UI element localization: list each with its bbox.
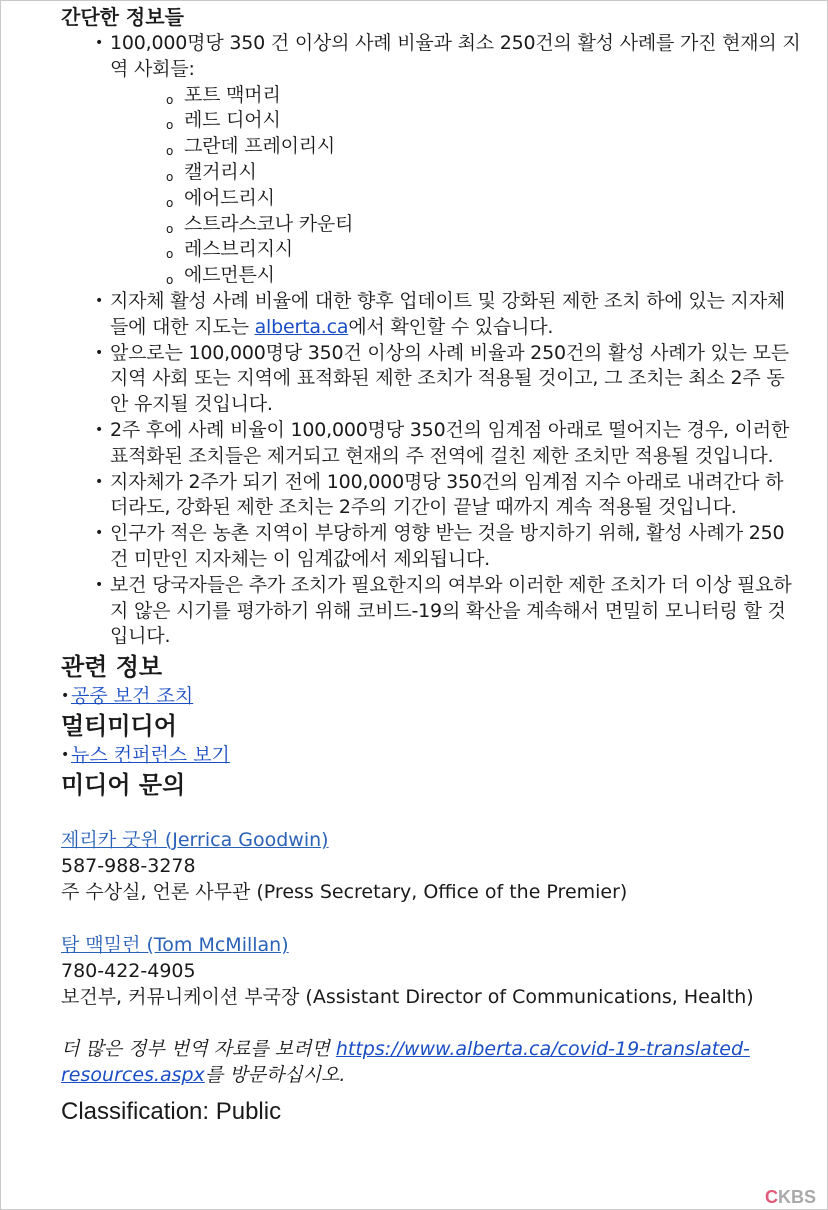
public-health-link[interactable]: 공중 보건 조치 <box>71 685 194 708</box>
translation-note <box>61 1036 801 1088</box>
spacer <box>61 905 801 932</box>
article-content <box>61 4 801 1126</box>
brief-heading: 간단한 정보들 <box>61 5 184 29</box>
contact-card <box>61 932 801 1010</box>
community-item: o 포트 맥머리 <box>166 83 801 109</box>
contact-title: 주 수상실, 언론 사무관 (Press Secretary, Office of the Premier) <box>61 881 628 904</box>
contact-phone: 587-988-3278 <box>61 855 196 878</box>
list-item <box>95 31 801 289</box>
kbs-watermark-logo <box>765 1187 816 1208</box>
community-item: o 스트라스코나 카운티 <box>166 212 801 238</box>
community-item: o 에어드리시 <box>166 186 801 212</box>
contact-name-link[interactable]: 탐 맥밀런 (Tom McMillan) <box>61 934 289 957</box>
classification-label: Classification: Public <box>61 1098 282 1126</box>
alberta-link[interactable]: alberta.ca <box>254 315 349 338</box>
list-item: • 인구가 적은 농촌 지역이 부당하게 영향 받는 것을 방지하기 위해, 활성 사례가 250건 미만인 지자체는 이 임계값에서 제외됩니다. <box>95 521 801 573</box>
contact-title: 보건부, 커뮤니케이션 부국장 (Assistant Director of Communications, Health) <box>61 986 754 1009</box>
contact-phone: 780-422-4905 <box>61 960 196 983</box>
community-item: o 그란데 프레이리시 <box>166 134 801 160</box>
related-item <box>61 682 801 711</box>
note-text: 더 많은 정부 번역 자료를 보려면 <box>61 1038 336 1061</box>
bullet-text: 에서 확인할 수 있습니다. <box>348 315 554 338</box>
translation-resources-link[interactable]: https://www.alberta.ca/covid-19-translated-resources.aspx <box>61 1038 750 1087</box>
bullet-text: 지자체 활성 사례 비율에 대한 향후 업데이트 및 강화된 제한 조치 하에 있는 지자체들에 대한 지도는 <box>110 289 785 338</box>
contact-card <box>61 827 801 905</box>
multimedia-heading: 멀티미디어 <box>61 712 177 741</box>
list-item: • 2주 후에 사례 비율이 100,000명당 350건의 임계점 아래로 떨어지는 경우, 이러한 표적화된 조치들은 제거되고 현재의 주 전역에 걸친 제한 조치만 적용될 것입니다. <box>95 418 801 470</box>
list-item: • 지자체가 2주가 되기 전에 100,000명당 350건의 임계점 지수 아래로 내려간다 하더라도, 강화된 제한 조치는 2주의 기간이 끝날 때까지 계속 적용될 것입니다. <box>95 470 801 522</box>
bullet-text: 100,000명당 350 건 이상의 사례 비율과 최소 250건의 활성 사례를 가진 현재의 지역 사회들: <box>110 32 801 80</box>
spacer <box>61 800 801 827</box>
list-item: • 보건 당국자들은 추가 조치가 필요한지의 여부와 이러한 제한 조치가 더 이상 필요하지 않은 시기를 평가하기 위해 코비드-19의 확산을 계속해서 면밀히 모니터링 할 것입니다. <box>95 573 801 650</box>
community-item: o 캘거리시 <box>166 160 801 186</box>
watermark-kbs: KBS <box>777 1187 816 1207</box>
community-item: o 레스브리지시 <box>166 237 801 263</box>
community-list <box>110 83 801 289</box>
community-item: o 에드먼튼시 <box>166 263 801 289</box>
community-item: o 레드 디어시 <box>166 108 801 134</box>
list-item: • 앞으로는 100,000명당 350건 이상의 사례 비율과 250건의 활성 사례가 있는 모든 지역 사회 또는 지역에 표적화된 제한 조치가 적용될 것이고, 그 조치는 최소 2주 동안 유지될 것입니다. <box>95 341 801 418</box>
contact-name-link[interactable]: 제리카 굿윈 (Jerrica Goodwin) <box>61 829 329 852</box>
note-text: 를 방문하십시오. <box>204 1064 346 1087</box>
related-heading: 관련 정보 <box>61 653 163 682</box>
multimedia-item <box>61 741 801 770</box>
media-heading: 미디어 문의 <box>61 771 186 800</box>
news-conference-link[interactable]: 뉴스 컨퍼런스 보기 <box>71 744 230 767</box>
brief-list <box>61 31 801 650</box>
list-item <box>95 289 801 341</box>
watermark-c: C <box>764 1187 778 1207</box>
